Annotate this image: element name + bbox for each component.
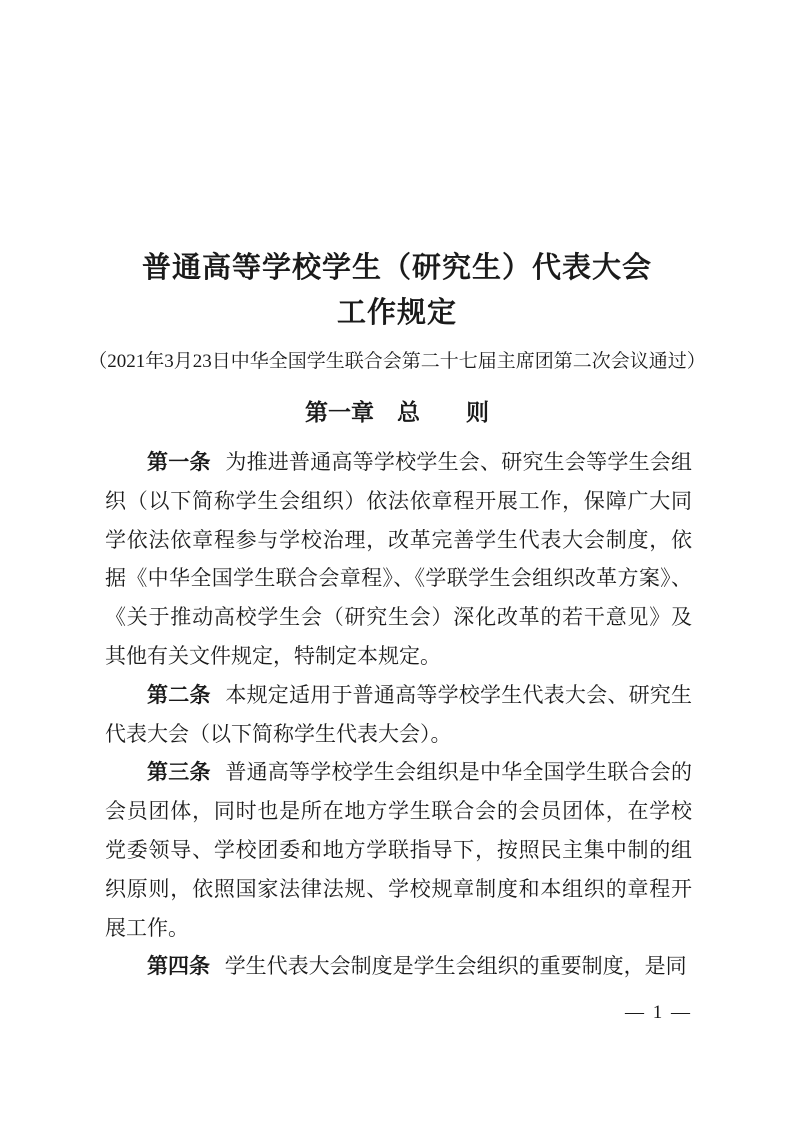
- document-title-line-2: 工作规定: [336, 297, 457, 329]
- article-text: 本规定适用于普通高等学校学生代表大会、研究生代表大会（以下简称学生代表大会）。: [105, 682, 693, 746]
- article-paragraph: [105, 947, 692, 986]
- article-label: 第一条: [147, 450, 211, 474]
- article-label: 第三条: [147, 760, 211, 785]
- document-title-line-1: 普通高等学校学生（研究生）代表大会: [141, 252, 652, 284]
- document-subtitle: （2021年3月23日中华全国学生联合会第二十七届主席团第二次会议通过）: [88, 351, 706, 372]
- document-body: [105, 443, 692, 986]
- article-paragraph: [105, 676, 692, 754]
- article-paragraph: [105, 443, 692, 676]
- article-text: 为推进普通高等学校学生会、研究生会等学生会组织（以下简称学生会组织）依法依章程开展工作，保障广大同学依法依章程参与学校治理，改革完善学生代表大会制度，依据《中华全国学生联合会章程》、《学联学生会组织改革方案》、《关于推动高校学生会（研究生会）深化改革的若干意见》及其他有关文件规定，特制定本规定。: [105, 450, 693, 668]
- article-paragraph: [105, 753, 692, 947]
- article-text: 学生代表大会制度是学生会组织的重要制度，是同: [224, 954, 687, 979]
- chapter-heading: 第一章 总 则: [305, 400, 489, 425]
- article-label: 第二条: [147, 682, 211, 707]
- page-number: — 1 —: [625, 1002, 692, 1023]
- article-label: 第四条: [147, 954, 210, 979]
- article-text: 普通高等学校学生会组织是中华全国学生联合会的会员团体，同时也是所在地方学生联合会的会员团体，在学校党委领导、学校团委和地方学联指导下，按照民主集中制的组织原则，依照国家法律法规、学校规章制度和本组织的章程开展工作。: [105, 760, 693, 940]
- document-title: [0, 0, 794, 336]
